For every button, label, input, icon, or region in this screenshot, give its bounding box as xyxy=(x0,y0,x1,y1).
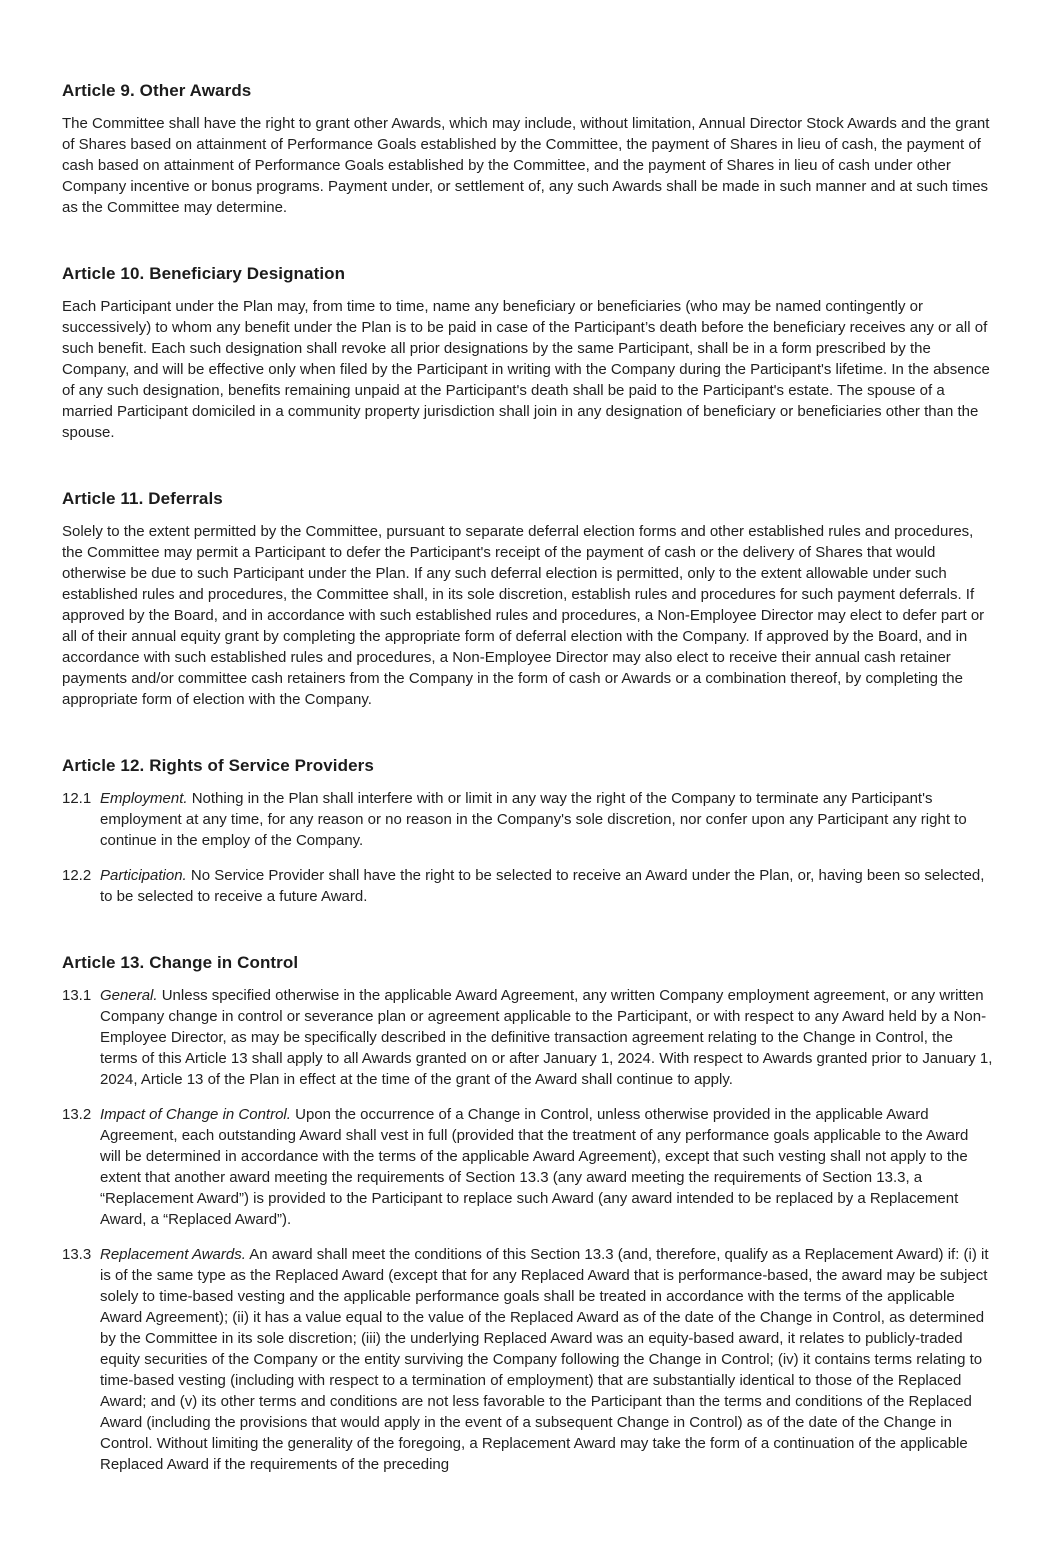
section-article-12 xyxy=(62,755,993,907)
clause-13-3-number: 13.3 xyxy=(62,1246,92,1263)
clause-13-1-number: 13.1 xyxy=(62,987,92,1004)
clause-12-1-text xyxy=(100,788,993,851)
clause-13-2-body: Upon the occurrence of a Change in Control, unless otherwise provided in the applicable Award Agreement, each outstanding Award shall vest in full (provided that the treatment of any performance goals applicable to the Award will be determined in accordance with the terms of the applicable Award Agreement), except that such vesting shall not apply to the extent that another award meeting the requirements of Section 13.3 (any award meeting the requirements of Section 13.3, a “Replacement Award”) is provided to the Participant to replace such Award (any award intended to be replaced by a Replacement Award, a “Replaced Award”). xyxy=(100,1106,969,1228)
clause-13-2-lead: Impact of Change in Control. xyxy=(100,1106,291,1123)
clause-13-3 xyxy=(62,1244,993,1475)
clause-13-1-body: Unless specified otherwise in the applicable Award Agreement, any written Company employment agreement, or any written Company change in control or severance plan or agreement applicable to the Participant, or with respect to any Award held by a Non-Employee Director, as may be specifically described in the definitive transaction agreement relating to the Change in Control, the terms of this Article 13 shall apply to all Awards granted on or after January 1, 2024. With respect to Awards granted prior to January 1, 2024, Article 13 of the Plan in effect at the time of the grant of the Award shall continue to apply. xyxy=(100,987,993,1088)
article-11-heading: Article 11. Deferrals xyxy=(62,489,223,508)
clause-12-2-number: 12.2 xyxy=(62,867,92,884)
article-9-paragraph: The Committee shall have the right to grant other Awards, which may include, without limitation, Annual Director Stock Awards and the grant of Shares based on attainment of Performance Goals established by the Committee, the payment of Shares in lieu of cash, the payment of cash based on attainment of Performance Goals established by the Committee, and the payment of Shares in lieu of cash under other Company incentive or bonus programs. Payment under, or settlement of, any such Awards shall be made in such manner and at such times as the Committee may determine. xyxy=(62,115,990,216)
clause-12-1-number: 12.1 xyxy=(62,790,92,807)
clause-12-2 xyxy=(62,865,993,907)
article-10-heading: Article 10. Beneficiary Designation xyxy=(62,264,346,283)
section-article-13 xyxy=(62,952,993,1475)
clause-13-3-text xyxy=(100,1244,993,1475)
clause-13-1 xyxy=(62,985,993,1090)
clause-13-2-number: 13.2 xyxy=(62,1106,92,1123)
clause-12-2-text xyxy=(100,865,993,907)
clause-12-1-lead: Employment. xyxy=(100,790,188,807)
article-10-paragraph: Each Participant under the Plan may, from time to time, name any beneficiary or beneficiaries (who may be named contingently or successively) to whom any benefit under the Plan is to be paid in case of the Participant’s death before the beneficiary receives any or all of such benefit. Each such designation shall revoke all prior designations by the same Participant, shall be in a form prescribed by the Company, and will be effective only when filed by the Participant in writing with the Company during the Participant's lifetime. In the absence of any such designation, benefits remaining unpaid at the Participant's death shall be paid to the Participant's estate. The spouse of a married Participant domiciled in a community property jurisdiction shall join in any designation of beneficiary or beneficiaries other than the spouse. xyxy=(62,298,990,441)
clause-13-1-lead: General. xyxy=(100,987,158,1004)
section-article-9 xyxy=(62,80,993,218)
clause-13-2 xyxy=(62,1104,993,1230)
clause-13-2-text xyxy=(100,1104,993,1230)
clause-13-1-text xyxy=(100,985,993,1090)
clause-13-3-lead: Replacement Awards. xyxy=(100,1246,246,1263)
clause-12-2-body: No Service Provider shall have the right to be selected to receive an Award under the Plan, or, having been so selected, to be selected to receive a future Award. xyxy=(100,867,985,905)
article-12-heading: Article 12. Rights of Service Providers xyxy=(62,756,374,775)
article-9-heading: Article 9. Other Awards xyxy=(62,81,252,100)
clause-12-1 xyxy=(62,788,993,851)
clause-13-3-body: An award shall meet the conditions of this Section 13.3 (and, therefore, qualify as a Replacement Award) if: (i) it is of the same type as the Replaced Award (except that for any Replaced Award that is performance-based, the award may be subject solely to time-based vesting and the applicable performance goals shall be treated in accordance with the terms of the applicable Award Agreement); (ii) it has a value equal to the value of the Replaced Award as of the date of the Change in Control, as determined by the Committee in its sole discretion; (iii) the underlying Replaced Award was an equity-based award, it relates to publicly-traded equity securities of the Company or the entity surviving the Company following the Change in Control; (iv) it contains terms relating to time-based vesting (including with respect to a termination of employment) that are substantially identical to those of the Replaced Award; and (v) its other terms and conditions are not less favorable to the Participant than the terms and conditions of the Replaced Award (including the provisions that would apply in the event of a subsequent Change in Control) as of the date of the Change in Control. Without limiting the generality of the foregoing, a Replacement Award may take the form of a continuation of the applicable Replaced Award if the requirements of the preceding xyxy=(100,1246,989,1473)
article-13-heading: Article 13. Change in Control xyxy=(62,953,299,972)
clause-12-1-body: Nothing in the Plan shall interfere with or limit in any way the right of the Company to terminate any Participant's employment at any time, for any reason or no reason in the Company's sole discretion, nor confer upon any Participant any right to continue in the employ of the Company. xyxy=(100,790,967,849)
section-article-11 xyxy=(62,488,993,710)
article-11-paragraph: Solely to the extent permitted by the Committee, pursuant to separate deferral election forms and other established rules and procedures, the Committee may permit a Participant to defer the Participant's receipt of the payment of cash or the delivery of Shares that would otherwise be due to such Participant under the Plan. If any such deferral election is permitted, only to the extent allowable under such established rules and procedures, the Committee shall, in its sole discretion, establish rules and procedures for such payment deferrals. If approved by the Board, and in accordance with such established rules and procedures, a Non-Employee Director may elect to defer part or all of their annual equity grant by completing the appropriate form of deferral election with the Company. If approved by the Board, and in accordance with such established rules and procedures, a Non-Employee Director may also elect to receive their annual cash retainer payments and/or committee cash retainers from the Company in the form of cash or Awards or a combination thereof, by completing the appropriate form of election with the Company. xyxy=(62,523,985,708)
clause-12-2-lead: Participation. xyxy=(100,867,187,884)
section-article-10 xyxy=(62,263,993,443)
